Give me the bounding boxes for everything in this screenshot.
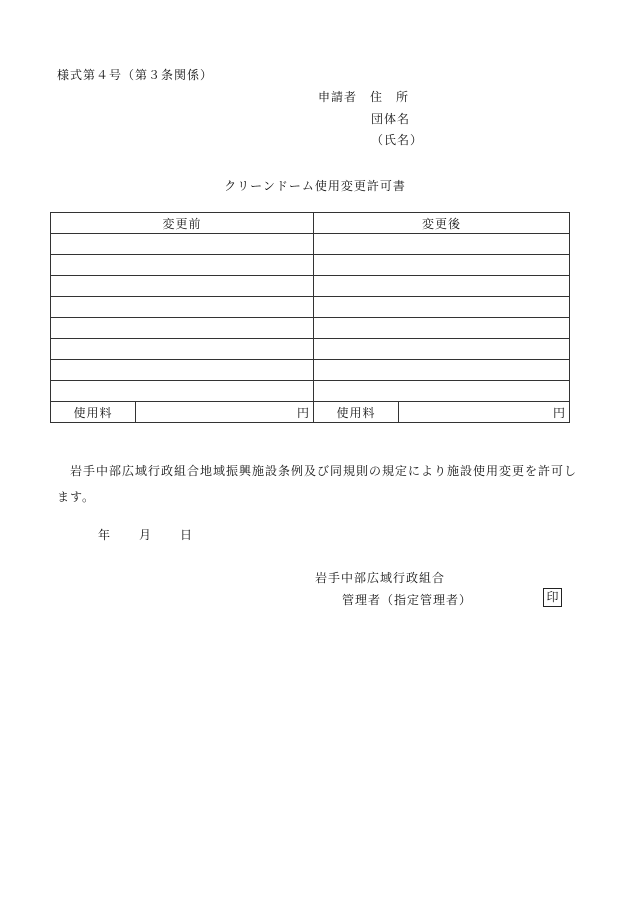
after-fee-value: 円	[399, 402, 570, 423]
before-cell	[51, 234, 314, 255]
after-cell	[314, 276, 570, 297]
year-label: 年	[98, 528, 112, 542]
table-row	[51, 234, 570, 255]
document-title: クリーンドーム使用変更許可書	[224, 179, 406, 193]
address-label: 住 所	[370, 90, 410, 104]
after-cell	[314, 339, 570, 360]
name-label: （氏名）	[371, 133, 424, 147]
before-cell	[51, 297, 314, 318]
before-cell	[51, 276, 314, 297]
table-row	[51, 381, 570, 402]
before-cell	[51, 381, 314, 402]
permission-statement: 岩手中部広域行政組合地域振興施設条例及び同規則の規定により施設使用変更を許可します。	[57, 464, 578, 504]
applicant-address-line	[318, 88, 409, 105]
date-line	[98, 526, 193, 543]
group-name-label: 団体名	[371, 112, 411, 126]
day-label: 日	[180, 528, 194, 542]
before-cell	[51, 360, 314, 381]
before-change-header: 変更前	[51, 213, 314, 234]
before-fee-value: 円	[136, 402, 314, 423]
after-fee-label: 使用料	[314, 402, 399, 423]
after-cell	[314, 318, 570, 339]
after-cell	[314, 234, 570, 255]
month-label: 月	[139, 528, 153, 542]
table-header-row	[51, 213, 570, 234]
after-change-header: 変更後	[314, 213, 570, 234]
table-row	[51, 276, 570, 297]
before-cell	[51, 339, 314, 360]
before-cell	[51, 318, 314, 339]
after-cell	[314, 255, 570, 276]
change-table	[50, 212, 570, 423]
table-row	[51, 360, 570, 381]
seal-box: 印	[543, 588, 562, 607]
table-row	[51, 297, 570, 318]
table-row	[51, 255, 570, 276]
after-cell	[314, 381, 570, 402]
after-cell	[314, 297, 570, 318]
issuer-organization: 岩手中部広域行政組合	[315, 571, 446, 585]
before-cell	[51, 255, 314, 276]
issuer-manager: 管理者（指定管理者）	[342, 593, 473, 607]
after-cell	[314, 360, 570, 381]
table-row	[51, 339, 570, 360]
table-row	[51, 318, 570, 339]
before-fee-label: 使用料	[51, 402, 136, 423]
form-number: 様式第４号（第３条関係）	[57, 68, 214, 82]
applicant-role-label: 申請者	[318, 90, 358, 104]
fee-row	[51, 402, 570, 423]
